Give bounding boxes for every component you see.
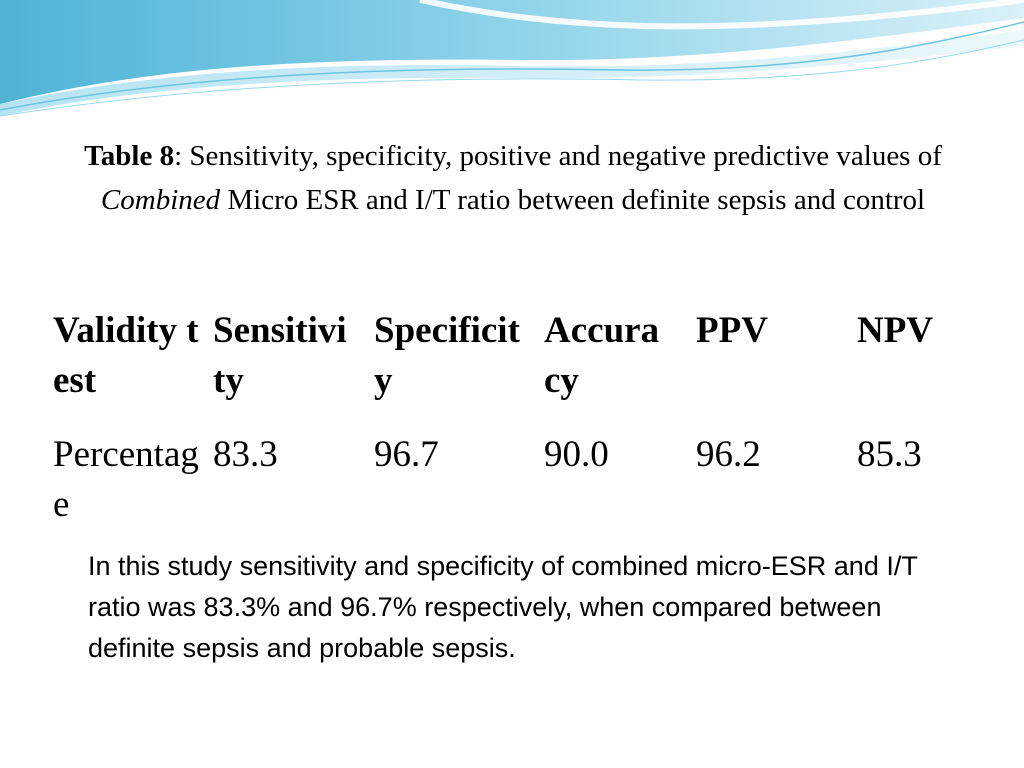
caption-italic: Combined <box>100 184 221 216</box>
header-ppv: PPV <box>696 310 768 351</box>
caption-label: Table 8 <box>84 140 175 172</box>
header-accuracy: Accuracy <box>544 310 660 401</box>
caption-text-1: Sensitivity, specificity, positive and negative predictive values of <box>189 140 942 172</box>
header-npv: NPV <box>857 310 934 351</box>
caption-separator: : <box>174 140 190 172</box>
validity-table <box>0 306 1024 538</box>
value-accuracy: 90.0 <box>544 434 609 475</box>
value-npv: 85.3 <box>857 434 922 475</box>
caption-text-2: Micro ESR and I/T ratio between definite sepsis and control <box>220 184 926 216</box>
header-sensitivity: Sensitivity <box>213 310 347 401</box>
header-validity-test: Validity test <box>53 310 199 401</box>
header-wave-decoration <box>0 0 1024 120</box>
row-label-percentage: Percentage <box>53 434 199 525</box>
table-caption <box>30 134 996 222</box>
study-note: In this study sensitivity and specificity of combined micro-ESR and I/T ratio was 83.3% and 96.7% respectively, when compared between definite sepsis and probable sepsis. <box>88 551 918 663</box>
value-specificity: 96.7 <box>374 434 439 475</box>
header-specificity: Specificity <box>374 310 520 401</box>
value-ppv: 96.2 <box>696 434 761 475</box>
value-sensitivity: 83.3 <box>213 434 278 475</box>
